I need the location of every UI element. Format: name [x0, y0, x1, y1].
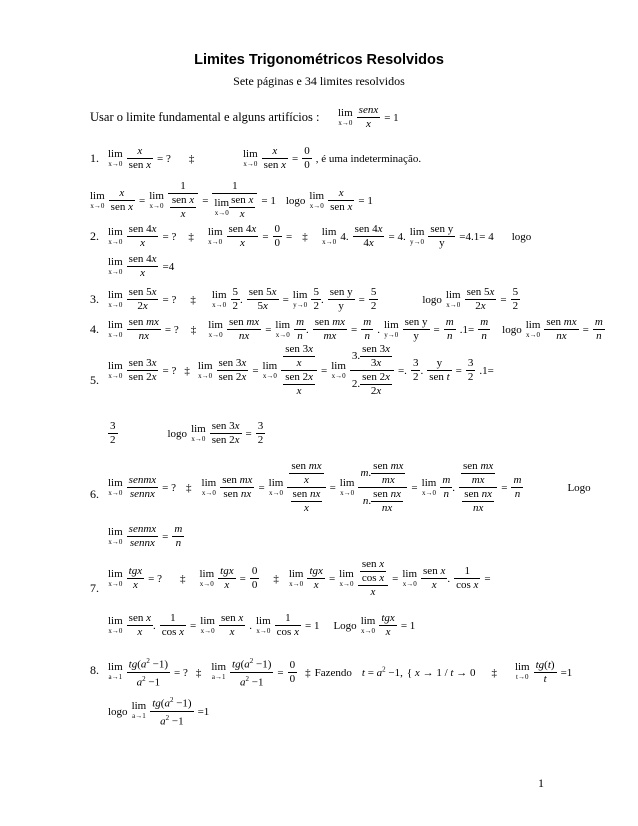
problem-4-expression: lim x→0 $\frac{\text{sen mx}}{nx}$ = ? ‡ lim x→0 $\frac{\text{sen mx}}{nx}$ = lim x→0 $\frac{m}{n}$ . $\frac{\text{sen mx}}{mx}$ = $\frac{m}{n}$ . lim y→0 $\frac{\text{sen y}}{y}$ = $\frac{m}{n}$ .1= $\frac{m}{n}$ logo lim x→0 $\frac{\text{sen mx}}{nx}$ = $\frac{m}{n}$	[108, 316, 603, 342]
problem-1-expression: lim x→0 $\frac{x}{\text{sen x}}$ = ? ‡	[108, 145, 195, 171]
problem-5-answer: $\frac{3}{2}$ logo lim x→0 $\frac{\text{sen 3x}}{\text{sen 2x}}$ = $\frac{3}{2}$	[110, 420, 264, 446]
problem-number-6: 6.	[90, 487, 99, 501]
problem-8-expression: lim a→1 $\frac{tg(a^2 -1)}{a^2 -1}$ = ? ‡ lim a→1 $\frac{tg(a^2 -1)}{a^2 -1}$ = $\frac{0}{0}$ ‡ Fazendo $t = a^2 -1$, { x → 1 / t → 0 ‡ lim t→0 $\frac{tg(t)}{t}$ =1	[108, 657, 573, 689]
problem-1-indeterminate: lim x→0 $\frac{x}{\text{sen x}}$ = $\frac{0}{0}$ , é uma indeterminação.	[243, 145, 422, 171]
problem-1-solution: lim x→0 $\frac{x}{\text{sen x}}$ = lim x→0 $\frac{1}{\frac{\text{sen x}}{x}}$ = 1 lim x→0 $\frac{\text{sen x}}{x}$ = 1 logo lim x→0 $\frac{x}{\text{sen x}}$ = 1	[90, 180, 373, 220]
problem-number-4: 4.	[90, 322, 99, 336]
problem-2-answer: lim x→0 $\frac{\text{sen 4x}}{x}$ =4	[108, 253, 175, 279]
problem-5-expression: lim x→0 $\frac{\text{sen 3x}}{\text{sen 2x}}$ = ? ‡ lim x→0 $\frac{\text{sen 3x}}{\text{sen 2x}}$ = lim x→0 $\frac{\frac{\text{sen 3x}}{x}}{\frac{\text{sen 2x}}{x}}$ = lim x→0 3. $\frac{\text{sen 3x}}{3x}$ 2. $\frac{\text{sen 2x}}{2x}$ =. $\frac{3}{2}$ . $\frac{y}{\text{sen t}}$ = $\frac{3}{2}$ .1=	[108, 343, 494, 397]
intro-label: Usar o limite fundamental e alguns artifícios :	[90, 110, 320, 124]
problem-number-5: 5.	[90, 373, 99, 387]
problem-2-expression: lim x→0 $\frac{\text{sen 4x}}{x}$ = ? ‡ lim x→0 $\frac{\text{sen 4x}}{x}$ = $\frac{0}{0}$ = ‡ lim x→0 4. $\frac{\text{sen 4x}}{4x}$ = 4. lim y→0 $\frac{\text{sen y}}{y}$ =4.1= 4 logo	[108, 223, 532, 249]
fundamental-limit: lim x→0 $\frac{\text{senx}}{x}$ = 1	[338, 104, 399, 130]
problem-number-8: 8.	[90, 663, 99, 677]
problem-number-1: 1.	[90, 151, 99, 165]
problem-number-2: 2.	[90, 229, 99, 243]
page-number: 1	[538, 776, 544, 790]
intro-text	[90, 110, 319, 125]
document-title: Limites Trigonométricos Resolvidos	[194, 52, 444, 68]
problem-8-answer: logo lim a→1 $\frac{tg(a^2 -1)}{a^2 -1}$ =1	[108, 696, 210, 728]
document-subtitle: Sete páginas e 34 limites resolvidos	[233, 74, 405, 88]
problem-6-expression: lim x→0 $\frac{\text{senmx}}{\text{sennx}}$ = ? ‡ lim x→0 $\frac{\text{sen mx}}{\text{sen nx}}$ = lim x→0 $\frac{\frac{\text{sen mx}}{x}}{\frac{\text{sen nx}}{x}}$ = lim x→0 m. $\frac{\text{sen mx}}{mx}$ n. $\frac{\text{sen nx}}{nx}$ = lim x→0 $\frac{m}{n}$ . $\frac{\frac{\text{sen mx}}{mx}}{\frac{\text{sen nx}}{nx}}$ = $\frac{m}{n}$ Logo	[108, 460, 591, 514]
problem-7-solution: lim x→0 $\frac{\text{sen x}}{x}$ . $\frac{1}{\text{cos x}}$ = lim x→0 $\frac{\text{sen x}}{x}$ . lim x→0 $\frac{1}{\text{cos x}}$ = 1 Logo lim x→0 $\frac{\text{tgx}}{x}$ = 1	[108, 612, 416, 638]
problem-number-7: 7.	[90, 581, 99, 595]
problem-6-answer: lim x→0 $\frac{\text{senmx}}{\text{sennx}}$ = $\frac{m}{n}$	[108, 523, 183, 549]
problem-7-expression: lim x→0 $\frac{\text{tgx}}{x}$ = ? ‡ lim x→0 $\frac{\text{tgx}}{x}$ = $\frac{0}{0}$ ‡ lim x→0 $\frac{\text{tgx}}{x}$ = lim x→0 $\frac{\frac{\text{sen x}}{\text{cos x}}}{x}$ = lim x→0 $\frac{\text{sen x}}{x}$ . $\frac{1}{\text{cos x}}$ =	[108, 558, 491, 598]
problem-number-3: 3.	[90, 292, 99, 306]
problem-3-expression: lim x→0 $\frac{\text{sen 5x}}{2x}$ = ? ‡ lim x→0 $\frac{5}{2}$ . $\frac{\text{sen 5x}}{5x}$ = lim y→0 $\frac{5}{2}$ . $\frac{\text{sen y}}{y}$ = $\frac{5}{2}$ logo lim x→0 $\frac{\text{sen 5x}}{2x}$ = $\frac{5}{2}$	[108, 286, 519, 312]
